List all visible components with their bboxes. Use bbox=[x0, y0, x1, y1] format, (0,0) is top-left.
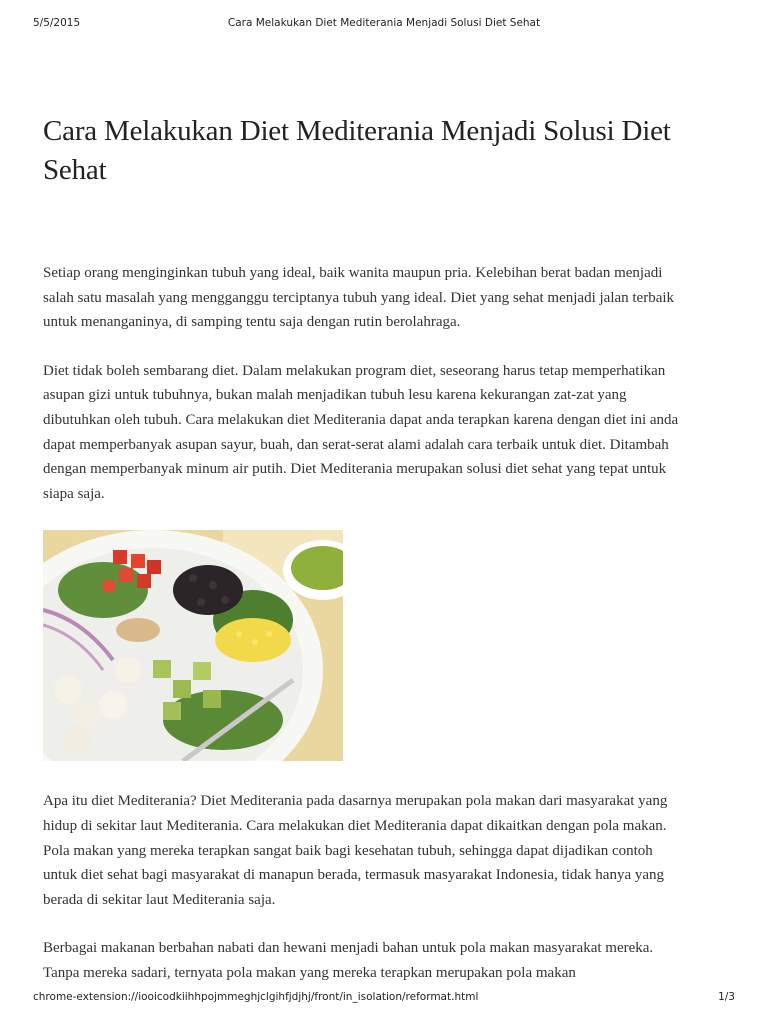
article-paragraph-3: Apa itu diet Mediterania? Diet Mediterania pada dasarnya merupakan pola makan dari masyarakat yang hidup di sekitar laut Mediterania. Cara melakukan diet Mediterania dapat dikaitkan dengan pola makan. Pola makan yang mereka terapkan sangat baik bagi kesehatan tubuh, sehingga dapat dijadikan contoh untuk diet sehat bagi masyarakat di manapun berada, termasuk masyarakat Indonesia, tidak hanya yang berada di sekitar laut Mediterania saja. bbox=[43, 793, 668, 908]
avocado-cube bbox=[163, 702, 181, 720]
print-footer bbox=[0, 991, 768, 1007]
page-number: 1/3 bbox=[718, 991, 735, 1003]
corn-kernel bbox=[252, 639, 258, 645]
cashews bbox=[116, 618, 160, 642]
tomato-piece bbox=[119, 568, 133, 582]
salad-photo bbox=[43, 530, 343, 761]
bean bbox=[209, 581, 217, 589]
bean bbox=[221, 596, 229, 604]
tomato-piece bbox=[113, 550, 127, 564]
tomato-piece bbox=[131, 554, 145, 568]
avocado-cube bbox=[153, 660, 171, 678]
black-beans bbox=[173, 565, 243, 615]
print-url: chrome-extension://iooicodkiihhpojmmeghjclgihfjdjhj/front/in_isolation/reformat.html bbox=[33, 991, 479, 1003]
tomato-piece bbox=[147, 560, 161, 574]
salad-illustration bbox=[43, 530, 343, 761]
bean bbox=[189, 574, 197, 582]
tomato-piece bbox=[103, 580, 115, 592]
print-date: 5/5/2015 bbox=[33, 17, 81, 29]
print-header bbox=[0, 17, 768, 33]
heart-of-palm bbox=[99, 691, 127, 719]
article-paragraph-4: Berbagai makanan berbahan nabati dan hewani menjadi bahan untuk pola makan masyarakat mereka. Tanpa mereka sadari, ternyata pola makan yang mereka terapkan merupakan pola makan bbox=[43, 940, 654, 981]
article bbox=[43, 112, 683, 986]
avocado-cube bbox=[193, 662, 211, 680]
corn-kernel bbox=[266, 631, 272, 637]
tomato-piece bbox=[137, 574, 151, 588]
heart-of-palm bbox=[64, 726, 92, 754]
bean bbox=[197, 598, 205, 606]
article-paragraph-1: Setiap orang menginginkan tubuh yang ideal, baik wanita maupun pria. Kelebihan berat badan menjadi salah satu masalah yang mengganggu terciptanya tubuh yang ideal. Diet yang sehat menjadi jalan terbaik untuk menanganinya, di samping tentu saja dengan rutin berolahraga. bbox=[43, 265, 675, 331]
avocado-cube bbox=[203, 690, 221, 708]
article-title: Cara Melakukan Diet Mediterania Menjadi Solusi Diet Sehat bbox=[43, 115, 671, 186]
print-doc-title: Cara Melakukan Diet Mediterania Menjadi Solusi Diet Sehat bbox=[227, 17, 541, 29]
heart-of-palm bbox=[115, 657, 141, 683]
heart-of-palm bbox=[74, 701, 102, 729]
heart-of-palm bbox=[54, 676, 82, 704]
corn-kernel bbox=[236, 631, 242, 637]
article-paragraph-2: Diet tidak boleh sembarang diet. Dalam melakukan program diet, seseorang harus tetap memperhatikan asupan gizi untuk tubuhnya, bukan malah menjadikan tubuh lesu karena kekurangan zat-zat yang dibutuhkan oleh tubuh. Cara melakukan diet Mediterania dapat anda terapkan karena dengan diet ini anda dapat memperbanyak asupan sayur, buah, dan serat-serat alami adalah cara terbaik untuk diet. Ditambah dengan memperbanyak minum air putih. Diet Mediterania merupakan solusi diet sehat yang tepat untuk siapa saja. bbox=[43, 362, 679, 502]
avocado-cube bbox=[173, 680, 191, 698]
